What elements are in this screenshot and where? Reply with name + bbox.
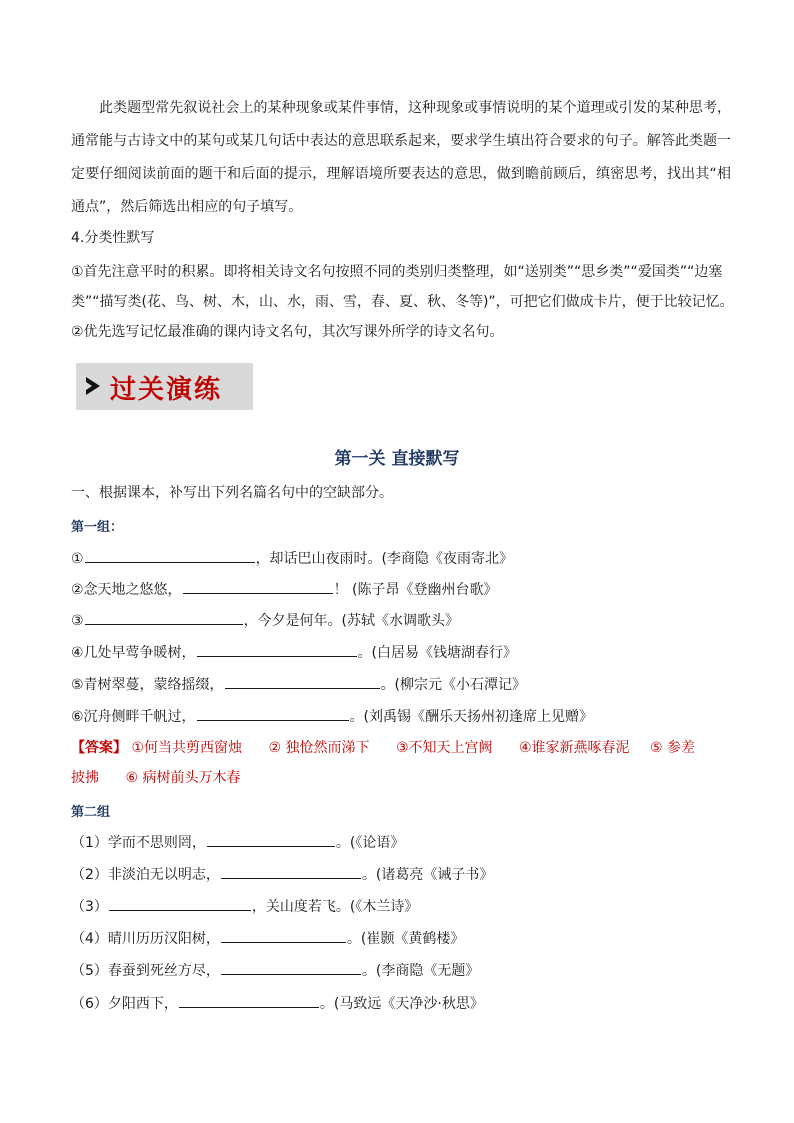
answer-line-2 bbox=[71, 768, 240, 788]
section-instruction: 一、根据课本，补写出下列名篇名句中的空缺部分。 bbox=[71, 485, 393, 501]
item-prefix: （3） bbox=[71, 899, 108, 915]
method4-point1-line1: ①首先注意平时的积累。即将相关诗文名句按照不同的类别归类整理，如“送别类”“思乡类”“爱国类”“边塞 bbox=[71, 264, 723, 280]
section-title: 第一关 直接默写 bbox=[334, 449, 460, 469]
fill-item bbox=[71, 896, 418, 917]
method4-point1-line2: 类”“描写类(花、鸟、树、木，山、水，雨、雪，春、夏、秋、冬等)”，可把它们做成卡片，便于比较记忆。 bbox=[71, 294, 734, 310]
group2-label: 第二组 bbox=[71, 805, 111, 820]
answer-blank[interactable] bbox=[85, 548, 255, 563]
answer-label: 【答案】 bbox=[71, 740, 127, 756]
item-suffix: 。(崔颢《黄鹤楼》 bbox=[346, 931, 465, 947]
answer-blank[interactable] bbox=[197, 706, 349, 721]
answer-blank[interactable] bbox=[225, 674, 380, 689]
item-suffix: ！ (陈子昂《登幽州台歌》 bbox=[333, 582, 498, 598]
group1-label: 第一组： bbox=[71, 520, 124, 535]
item-suffix: 。(刘禹锡《酬乐天扬州初逢席上见赠》 bbox=[349, 709, 594, 725]
answer-item: ⑤ 参差 bbox=[649, 740, 695, 756]
item-prefix: ②念天地之悠悠， bbox=[71, 582, 182, 598]
item-prefix: ⑥沉舟侧畔千帆过， bbox=[71, 709, 196, 725]
item-suffix: ，关山度若飞。(《木兰诗》 bbox=[251, 899, 419, 915]
item-prefix: ⑤青树翠蔓，蒙络摇缀， bbox=[71, 677, 224, 693]
answer-blank[interactable] bbox=[221, 960, 361, 975]
fill-item bbox=[71, 548, 513, 569]
answer-blank[interactable] bbox=[85, 610, 243, 625]
fill-item bbox=[71, 706, 593, 727]
item-prefix: ③ bbox=[71, 613, 84, 629]
answer-item: ①何当共剪西窗烛 bbox=[131, 740, 243, 756]
fill-item bbox=[71, 928, 464, 949]
item-prefix: （5）春蚕到死丝方尽， bbox=[71, 963, 220, 979]
item-suffix: ，今夕是何年。(苏轼《水调歌头》 bbox=[243, 613, 460, 629]
item-suffix: 。(李商隐《无题》 bbox=[361, 963, 480, 979]
answer-blank[interactable] bbox=[221, 864, 361, 879]
fill-item bbox=[71, 993, 484, 1014]
intro-paragraph: 此类题型常先叙说社会上的某种现象或某件事情，这种现象或事情说明的某个道理或引发的某种思考，通常能与古诗文中的某句或某几句话中表达的意思联系起来，要求学生填出符合要求的句子。解答此类题一定要仔细阅读前面的题干和后面的提示，理解语境所要表达的意思，做到瞻前顾后，缜密思考，找出其“相通点”，然后筛选出相应的句子填写。 bbox=[71, 100, 731, 215]
item-suffix: 。(《论语》 bbox=[335, 835, 405, 851]
fill-item bbox=[71, 674, 526, 695]
item-suffix: 。(白居易《钱塘湖春行》 bbox=[357, 645, 518, 661]
fill-item bbox=[71, 960, 479, 981]
method4-heading: 4.分类性默写 bbox=[71, 230, 155, 246]
item-prefix: （1）学而不思则罔， bbox=[71, 835, 206, 851]
item-prefix: （4）晴川历历汉阳树， bbox=[71, 931, 220, 947]
answer-item: ② 独怆然而涕下 bbox=[268, 740, 370, 756]
item-suffix: ，却话巴山夜雨时。(李商隐《夜雨寄北》 bbox=[255, 551, 514, 567]
method4-point2: ②优先选写记忆最准确的课内诗文名句，其次写课外所学的诗文名句。 bbox=[71, 324, 504, 340]
item-prefix: ① bbox=[71, 551, 84, 567]
fill-item bbox=[71, 642, 517, 663]
fill-item bbox=[71, 832, 404, 853]
item-suffix: 。(诸葛亮《诫子书》 bbox=[361, 867, 494, 883]
practice-banner bbox=[76, 363, 253, 410]
item-suffix: 。(柳宗元《小石潭记》 bbox=[380, 677, 527, 693]
answer-blank[interactable] bbox=[207, 832, 335, 847]
banner-label: 过关演练 bbox=[110, 375, 223, 405]
answer-item: ④谁家新燕啄春泥 bbox=[518, 740, 630, 756]
answer-blank[interactable] bbox=[197, 642, 357, 657]
item-prefix: ④几处早莺争暖树， bbox=[71, 645, 196, 661]
item-prefix: （2）非淡泊无以明志， bbox=[71, 867, 220, 883]
answer-item: ③不知天上宫阙 bbox=[395, 740, 493, 756]
fill-item bbox=[71, 610, 459, 631]
answer-item: ⑥ 病树前头万木春 bbox=[125, 770, 241, 786]
item-prefix: （6）夕阳西下， bbox=[71, 996, 178, 1012]
arrow-bullet-icon bbox=[86, 377, 100, 395]
item-suffix: 。(马致远《天净沙·秋思》 bbox=[319, 996, 484, 1012]
answer-blank[interactable] bbox=[183, 579, 333, 594]
answer-blank[interactable] bbox=[109, 896, 251, 911]
fill-item bbox=[71, 864, 493, 885]
answer-blank[interactable] bbox=[179, 993, 319, 1008]
answer-item: 披拂 bbox=[71, 770, 99, 786]
answer-blank[interactable] bbox=[221, 928, 346, 943]
fill-item bbox=[71, 579, 497, 600]
answer-line-1 bbox=[71, 738, 695, 758]
